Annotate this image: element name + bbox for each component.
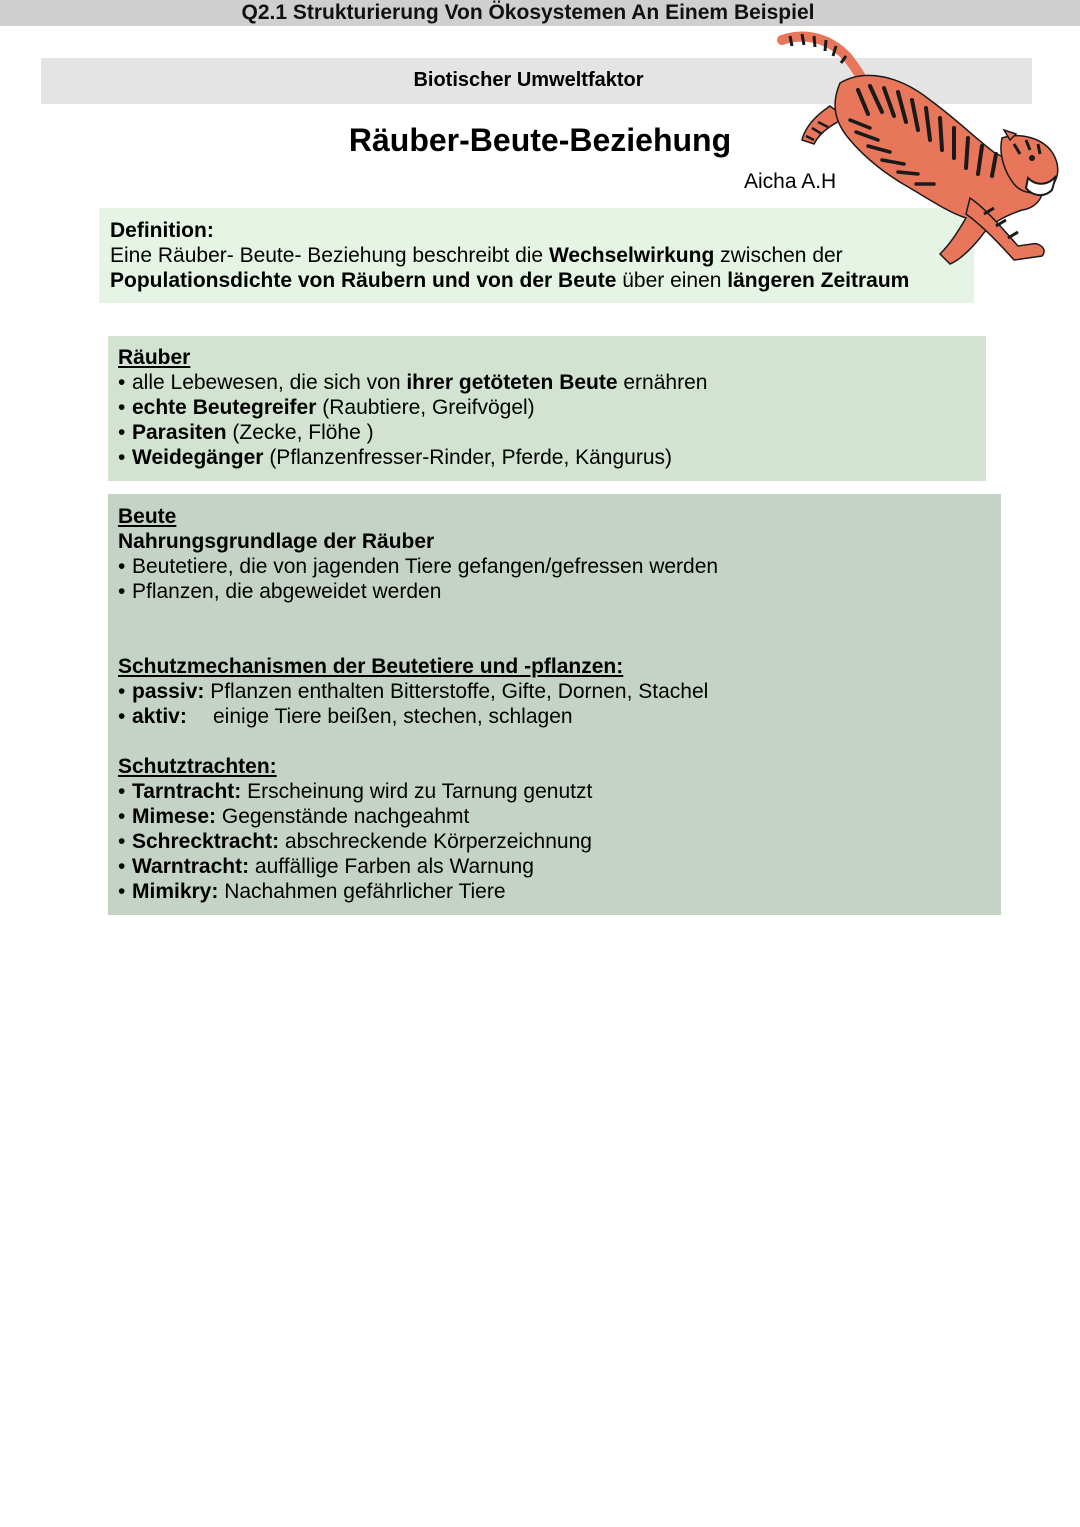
tiger-body (782, 34, 1058, 264)
list-item: • Parasiten (Zecke, Flöhe ) (118, 421, 374, 444)
page-title: Räuber-Beute-Beziehung (348, 122, 732, 158)
list-item: • passiv: Pflanzen enthalten Bitterstoffe, Gifte, Dornen, Stachel (118, 680, 709, 703)
raeuber-box (108, 336, 986, 481)
beute-box (108, 494, 1001, 915)
definition-line-2: Populationsdichte von Räubern und von der Beute über einen längeren Zeitraum (110, 269, 910, 292)
beute-heading: Beute (118, 505, 177, 528)
list-item: • Mimese: Gegenstände nachgeahmt (118, 805, 470, 828)
tiger-illustration (770, 28, 1070, 278)
list-item: • Pflanzen, die abgeweidet werden (118, 580, 442, 603)
beute-subheading: Nahrungsgrundlage der Räuber (118, 530, 435, 553)
list-item: • alle Lebewesen, die sich von ihrer getöteten Beute ernähren (118, 371, 708, 394)
list-item: • Schrecktracht: abschreckende Körperzeichnung (118, 830, 592, 853)
subject-title: Biotischer Umweltfaktor (413, 69, 644, 91)
schutz-heading: Schutzmechanismen der Beutetiere und -pflanzen: (118, 655, 624, 678)
list-item: • Tarntracht: Erscheinung wird zu Tarnung genutzt (118, 780, 593, 803)
list-item: • Warntracht: auffällige Farben als Warnung (118, 855, 534, 878)
course-title: Q2.1 Strukturierung Von Ökosystemen An Einem Beispiel (241, 1, 815, 24)
definition-line-1: Eine Räuber- Beute- Beziehung beschreibt die Wechselwirkung zwischen der (110, 244, 843, 267)
list-item: • Weidegänger (Pflanzenfresser-Rinder, Pferde, Kängurus) (118, 446, 673, 469)
top-header-bar (0, 0, 1080, 26)
definition-heading: Definition: (110, 219, 214, 242)
list-item: • echte Beutegreifer (Raubtiere, Greifvögel) (118, 396, 535, 419)
list-item: • Mimikry: Nachahmen gefährlicher Tiere (118, 880, 506, 903)
list-item: • aktiv: einige Tiere beißen, stechen, schlagen (118, 705, 573, 728)
list-item: • Beutetiere, die von jagenden Tiere gefangen/gefressen werden (118, 555, 719, 578)
author-name: Aicha A.H (744, 170, 837, 193)
trachten-heading: Schutztrachten: (118, 755, 277, 778)
raeuber-heading: Räuber (118, 346, 191, 369)
